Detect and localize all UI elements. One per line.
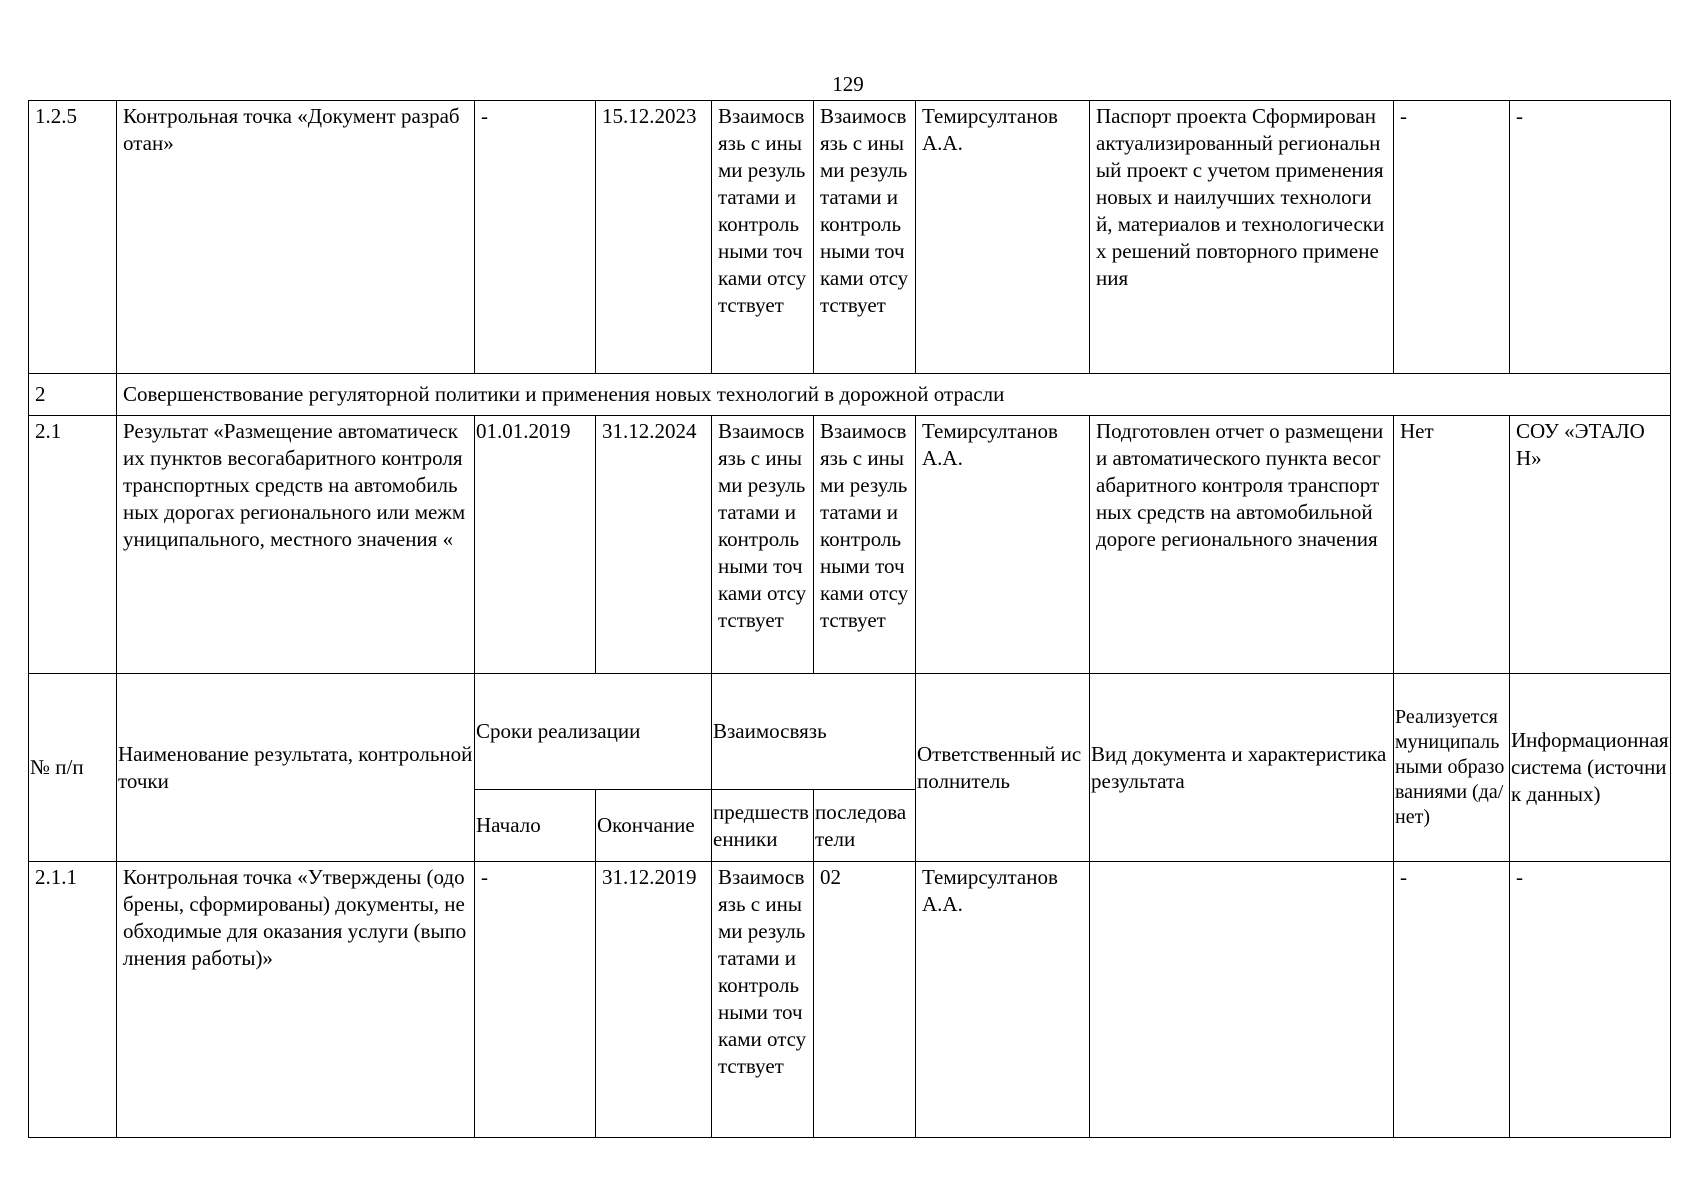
header-document: Вид документа и характеристика результата	[1090, 674, 1394, 862]
header-num: № п/п	[29, 674, 117, 862]
header-relation: Взаимосвязь	[712, 674, 916, 790]
table-row	[29, 416, 1671, 674]
table-row	[29, 101, 1671, 374]
header-predecessors: предшественники	[712, 790, 814, 862]
end-date: 31.12.2024	[596, 416, 712, 674]
predecessors: Взаимосвязь с иными результатами и контрольными точками отсутствует	[712, 416, 814, 674]
municipal-flag: -	[1394, 862, 1510, 1138]
municipal-flag: -	[1394, 101, 1510, 374]
document-description: Подготовлен отчет о размещении автоматического пункта весогабаритного контроля транспортных средств на автомобильной дороге регионального значения	[1090, 416, 1394, 674]
header-name: Наименование результата, контрольной точки	[117, 674, 475, 862]
responsible: Темирсултанов А.А.	[916, 416, 1090, 674]
page-number: 129	[832, 72, 864, 96]
header-successors: последователи	[814, 790, 916, 862]
header-end: Окончание	[596, 790, 712, 862]
section-title: Совершенствование регуляторной политики и применения новых технологий в дорожной отрасли	[117, 374, 1671, 416]
info-system: -	[1510, 101, 1671, 374]
municipal-flag: Нет	[1394, 416, 1510, 674]
predecessors: Взаимосвязь с иными результатами и контрольными точками отсутствует	[712, 862, 814, 1138]
row-number: 2.1.1	[29, 862, 117, 1138]
start-date: -	[475, 862, 596, 1138]
table-header-row	[29, 674, 1671, 790]
document-description	[1090, 862, 1394, 1138]
row-number: 2	[29, 374, 117, 416]
predecessors: Взаимосвязь с иными результатами и контрольными точками отсутствует	[712, 101, 814, 374]
header-start: Начало	[475, 790, 596, 862]
row-number: 1.2.5	[29, 101, 117, 374]
document-description: Паспорт проекта Сформирован актуализированный региональный проект с учетом применения новых и наилучших технологий, материалов и технологических решений повторного применения	[1090, 101, 1394, 374]
successors: 02	[814, 862, 916, 1138]
responsible: Темирсултанов А.А.	[916, 101, 1090, 374]
section-row	[29, 374, 1671, 416]
end-date: 15.12.2023	[596, 101, 712, 374]
info-system: -	[1510, 862, 1671, 1138]
info-system: СОУ «ЭТАЛОН»	[1510, 416, 1671, 674]
table-row	[29, 862, 1671, 1138]
successors: Взаимосвязь с иными результатами и контрольными точками отсутствует	[814, 416, 916, 674]
header-info-system: Информационная система (источник данных)	[1510, 674, 1671, 862]
result-name: Контрольная точка «Документ разработан»	[117, 101, 475, 374]
responsible: Темирсултанов А.А.	[916, 862, 1090, 1138]
start-date: 01.01.2019	[475, 416, 596, 674]
header-municipal: Реализуется муниципальными образованиями (да/нет)	[1394, 674, 1510, 862]
successors: Взаимосвязь с иными результатами и контрольными точками отсутствует	[814, 101, 916, 374]
end-date: 31.12.2019	[596, 862, 712, 1138]
row-number: 2.1	[29, 416, 117, 674]
results-table	[28, 100, 1671, 1138]
start-date: -	[475, 101, 596, 374]
result-name: Контрольная точка «Утверждены (одобрены, сформированы) документы, необходимые для оказания услуги (выполнения работы)»	[117, 862, 475, 1138]
result-name: Результат «Размещение автоматических пунктов весогабаритного контроля транспортных средств на автомобильных дорогах регионального или межмуниципального, местного значения «	[117, 416, 475, 674]
header-terms: Сроки реализации	[475, 674, 712, 790]
header-responsible: Ответственный исполнитель	[916, 674, 1090, 862]
